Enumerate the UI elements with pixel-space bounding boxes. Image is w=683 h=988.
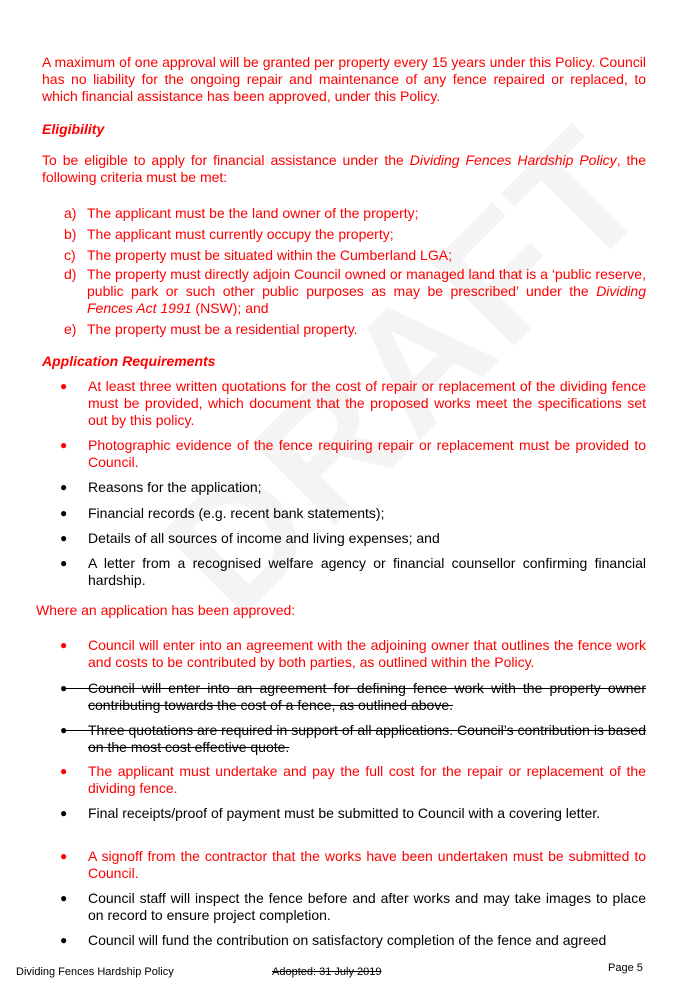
approved-item: ● The applicant must undertake and pay the full cost for the repair or replacement of the dividing fence.	[60, 763, 646, 796]
eligibility-item-a: a) The applicant must be the land owner of the property;	[64, 205, 419, 221]
approved-item: ● Council staff will inspect the fence before and after works and may take images to place on record to ensure project completion.	[60, 890, 646, 923]
approved-item-deleted: ● Council will enter into an agreement for defining fence work with the property owner contributing towards the cost of a fence, as outlined above.	[60, 680, 646, 713]
intro-paragraph: A maximum of one approval will be granted per property every 15 years under this Policy. Council has no liability for the ongoing repair and maintenance of any fence repaired or replaced, to which financial assistance has been approved, under this Policy.	[42, 54, 646, 104]
eligibility-item-e: e) The property must be a residential property.	[64, 321, 358, 337]
strike-mark	[62, 688, 94, 689]
eligibility-intro: To be eligible to apply for financial assistance under the Dividing Fences Hardship Policy, the following criteria must be met:	[42, 152, 646, 185]
footer-title: Dividing Fences Hardship Policy	[16, 966, 174, 978]
eligibility-item-c: c) The property must be situated within the Cumberland LGA;	[64, 247, 452, 263]
eligibility-item-d: d) The property must directly adjoin Council owned or managed land that is a ‘public reserve, public park or such other public purposes as may be prescribed’ under the Dividing Fences Act 1991 (NSW); and	[64, 266, 646, 316]
application-item: ● A letter from a recognised welfare agency or financial counsellor confirming financial hardship.	[60, 555, 646, 588]
approved-item: ● Council will enter into an agreement with the adjoining owner that outlines the fence work and costs to be contributed by both parties, as outlined within the Policy.	[60, 637, 646, 670]
application-heading: Application Requirements	[42, 353, 216, 369]
approved-item: ● Final receipts/proof of payment must be submitted to Council with a covering letter.	[60, 805, 601, 821]
approved-item-deleted: ● Three quotations are required in support of all applications. Council’s contribution is based on the most cost effective quote.	[60, 722, 646, 755]
application-item: ● Details of all sources of income and living expenses; and	[60, 530, 440, 546]
footer-adopted-date: Adopted: 31 July 2019	[272, 966, 382, 978]
application-item: ● Financial records (e.g. recent bank statements);	[60, 505, 385, 521]
application-item: ● At least three written quotations for the cost of repair or replacement of the dividing fence must be provided, which document that the proposed works meet the specifications set out by this policy.	[60, 378, 646, 428]
eligibility-heading: Eligibility	[42, 121, 105, 137]
application-item: ● Photographic evidence of the fence requiring repair or replacement must be provided to Council.	[60, 437, 646, 470]
application-item: ● Reasons for the application;	[60, 479, 262, 495]
approved-item: ● A signoff from the contractor that the works have been undertaken must be submitted to Council.	[60, 848, 646, 881]
strike-mark	[62, 730, 94, 731]
approved-item: ● Council will fund the contribution on satisfactory completion of the fence and agreed	[60, 932, 607, 948]
page-number: Page 5	[608, 962, 643, 974]
approved-intro: Where an application has been approved:	[36, 602, 296, 618]
eligibility-item-b: b) The applicant must currently occupy the property;	[64, 226, 394, 242]
